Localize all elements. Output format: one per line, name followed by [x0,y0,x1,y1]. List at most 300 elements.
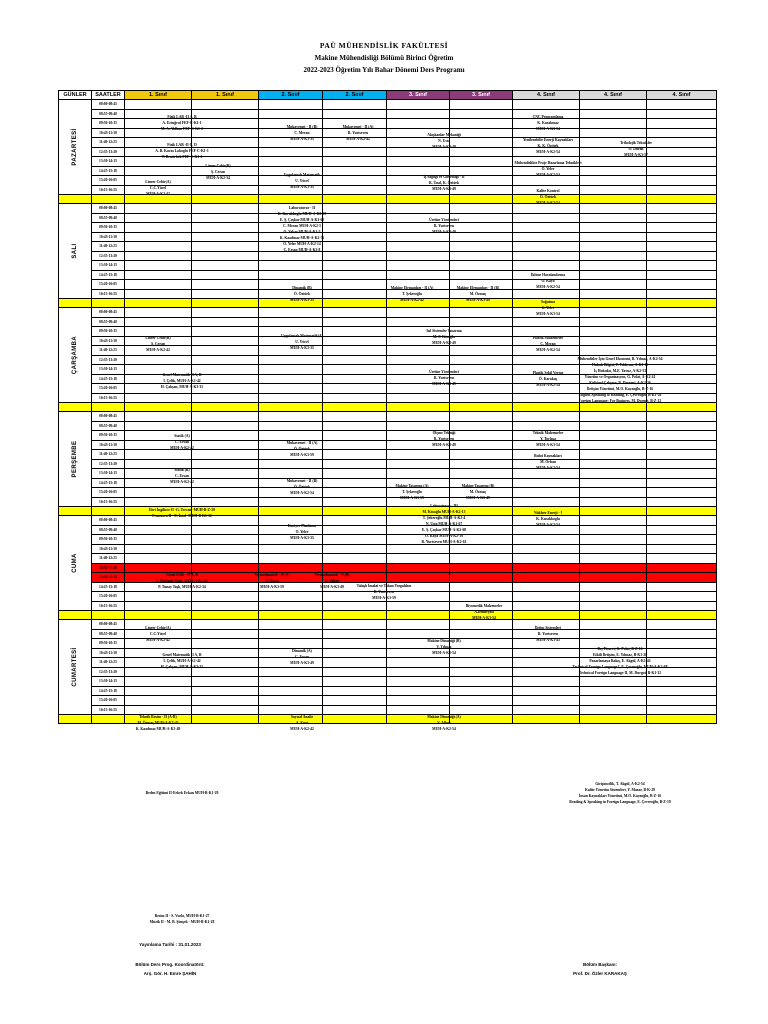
course-line: Yenilenebilir Enerji Kaynakları [523,138,573,142]
schedule-cell [125,213,192,223]
separator-cell [259,507,323,516]
course-line: V. Yılmaz [436,645,452,649]
course-line: K. K. Öztürk [537,144,559,148]
schedule-cell [259,620,323,630]
schedule-cell [259,270,323,280]
schedule-cell [647,535,717,545]
schedule-cell [125,261,192,271]
schedule-cell [580,223,647,233]
course-line: T. Demirbek FEF-C-K1-2 [161,155,203,159]
course-entry [488,453,608,471]
course-line: Dinamik (B) [292,286,312,290]
separator-cell [192,611,259,620]
course-entry [384,430,504,448]
schedule-cell [450,696,513,706]
schedule-cell [192,308,259,318]
course-line: MUH-A-K3-49 [466,298,490,302]
schedule-cell [125,686,192,696]
course-entry [488,510,608,528]
schedule-cell [580,554,647,564]
schedule-cell [125,355,192,365]
course-line: Akışkanlar Mekaniği [427,133,461,137]
separator-cell [513,715,580,724]
schedule-cell [647,280,717,290]
schedule-cell [580,497,647,507]
separator-cell [59,715,92,724]
schedule-cell [647,544,717,554]
schedule-cell [323,157,387,167]
schedule-cell [323,100,387,110]
course-entry [488,114,608,132]
course-line: Makine Tasarımı (B) [461,484,495,488]
time-slot: 12:35-13:20 [92,251,125,261]
schedule-cell [125,223,192,233]
course-line: O. Yeler [541,167,555,171]
course-line: İ. Çelik, MUH-A-K1-42 [163,659,201,663]
time-slot: 15:20-16:05 [92,176,125,186]
schedule-cell [647,677,717,687]
course-line: MUH-A-K2-54 [432,727,456,731]
time-slot: 08:00-08:45 [92,516,125,526]
schedule-cell [125,100,192,110]
schedule-cell [125,270,192,280]
separator-cell [259,195,323,204]
course-line: Soğutma [541,300,555,304]
course-entry [242,440,362,458]
course-entry [560,356,680,404]
course-entry [242,523,362,541]
course-line: İş Sağlığı ve Güvenliği - II [423,175,465,179]
schedule-cell [323,393,387,403]
schedule-cell [259,696,323,706]
schedule-cell [450,544,513,554]
schedule-cell [513,582,580,592]
schedule-cell [259,459,323,469]
schedule-cell [647,582,717,592]
schedule-cell [323,639,387,649]
course-line: MUH-A-K3-59 [372,596,396,600]
schedule-cell [323,469,387,479]
course-line: Kalite Kontrol [536,189,560,193]
course-line: Genel Matematik II A, B [162,653,202,657]
schedule-cell [387,346,450,356]
schedule-cell [513,261,580,271]
schedule-cell [647,251,717,261]
course-line: MUH-A-K2-42 [290,727,314,731]
schedule-cell [513,223,580,233]
course-line: R. Yurtseven [433,376,455,380]
schedule-cell [259,601,323,611]
time-row [59,261,717,271]
course-line: Girişimcilik, T. Akgül, A-K2-54 [595,782,645,786]
course-line: Resim II - S. Vurla, MUH-B-K1-27 [154,914,210,918]
course-line: MUH-A-K2-42 [146,348,170,352]
time-slot: 14:25-15:10 [92,686,125,696]
schedule-cell [647,573,717,583]
schedule-cell [647,620,717,630]
schedule-cell [580,582,647,592]
schedule-cell [647,109,717,119]
class-header: 3. Sınıf [387,91,450,100]
course-line: Y. Torlaşa [540,437,556,441]
schedule-cell [259,412,323,422]
separator-cell [59,507,92,516]
course-line: İş Hukuku, M.E. Yavuz, A-K2-53 [593,369,647,373]
schedule-cell [125,204,192,214]
schedule-cell [450,677,513,687]
course-line: T. Şekeroğlu [402,490,422,494]
separator-cell [192,403,259,412]
time-slot: 15:20-16:05 [92,696,125,706]
schedule-cell [125,535,192,545]
time-slot: 10:45-11:30 [92,648,125,658]
schedule-cell [580,213,647,223]
time-slot: 10:45-11:30 [92,544,125,554]
course-line: MUH-A-K3-57 [624,153,648,157]
schedule-cell [323,620,387,630]
course-entry [384,132,504,150]
schedule-cell [647,204,717,214]
schedule-cell [647,213,717,223]
schedule-cell [387,100,450,110]
course-line: MUH-A-K3-49 [432,145,456,149]
course-line: Teknik Malzemeler [532,431,564,435]
course-line: CNC Programlama [532,115,564,119]
time-slot: 16:15-16:55 [92,185,125,195]
time-row [59,270,717,280]
course-line: Fizik LAB -II C, D [167,143,197,147]
course-line: K. Kaadmaz MUH-A-K2-76 [279,236,325,240]
course-line: MUH-A-K2-42 [170,480,194,484]
schedule-cell [647,176,717,186]
course-line: MUH-A-K3-54 [536,443,560,447]
schedule-cell [513,592,580,602]
course-line: İletim Sistemleri [534,626,562,630]
day-label [59,204,92,299]
schedule-cell [513,251,580,261]
schedule-cell [647,629,717,639]
course-line: Dış Ticaret, G. Polat, B-Z-16 [597,647,643,651]
schedule-cell [647,601,717,611]
course-entry [560,781,680,805]
class-header: 1. Sınıf [192,91,259,100]
course-entry [560,646,680,676]
course-line: MUH-A-K3-35 [290,536,314,540]
course-line: Teknik Resim - II (A-B) [139,715,177,719]
course-entry [242,648,362,666]
schedule-cell [647,128,717,138]
schedule-cell [192,100,259,110]
schedule-cell [580,488,647,498]
schedule-cell [192,497,259,507]
day-name: PERŞEMBE [72,440,78,478]
schedule-cell [125,544,192,554]
schedule-cell [323,261,387,271]
course-line: R. Yurtseven [347,131,369,135]
course-line: R. Yurtseven [433,437,455,441]
schedule-cell [580,478,647,488]
course-entry [242,478,362,496]
schedule-cell [647,223,717,233]
schedule-cell [387,677,450,687]
course-line: MUH-A-K3-59 [290,453,314,457]
course-line: Makine Elemanları - II (A) [390,286,434,290]
course-line: M. A. Aldkan FEF-C-K1-2 [161,127,203,131]
schedule-cell [323,317,387,327]
course-line: Mukavemet - II (B) [286,479,318,483]
schedule-cell [513,686,580,696]
course-line: MUH-A-K2-54 [536,285,560,289]
course-entry [98,179,218,197]
course-line: C. Ersan [175,474,189,478]
course-line: K. Karakmaz [537,121,559,125]
course-line: H. Çalışan, MUH-A-K3-35 [160,385,204,389]
course-line: G. Yeler [541,306,555,310]
time-slot: 08:55-09:40 [92,109,125,119]
schedule-cell [647,705,717,715]
course-line: R. Yurtseven [373,590,395,594]
schedule-cell [647,336,717,346]
time-slot: 11:40-12:25 [92,658,125,668]
time-row [59,544,717,554]
course-line: Hukuk Bilgisi, Y. Yıldırım, A-K1-11 [591,363,649,367]
schedule-cell [647,242,717,252]
schedule-cell [323,696,387,706]
course-line: R. Yurtseven [537,632,559,636]
course-line: C. Ersan MUH-A-K2-8 [283,248,321,252]
course-line: K. Karakkoglu MUH-A-K3-59 [277,212,327,216]
schedule-cell [259,469,323,479]
schedule-cell [125,421,192,431]
schedule-cell [647,289,717,299]
schedule-cell [513,573,580,583]
head-name: Prof. Dr. Özler KARAKAŞ [573,971,627,976]
schedule-cell [647,459,717,469]
course-line: O. Yeler [295,530,309,534]
time-row [59,100,717,110]
schedule-cell [125,554,192,564]
course-line: A. Kurt [295,721,309,725]
course-line: Ölçme Tekniği [432,431,456,435]
course-line: Fransızca II - E. İmal -MUH-B-K1-32 [152,514,212,518]
separator-cell [647,299,717,308]
course-line: MUH-A-K3-49 [320,585,344,589]
day-name: ÇARŞAMBA [72,335,78,375]
schedule-cell [259,629,323,639]
course-entry [122,114,242,132]
schedule-cell [387,242,450,252]
schedule-cell [513,544,580,554]
separator-cell [92,507,125,516]
course-line: Uygulamalı Matematik(A) [281,334,323,338]
course-line: Reading & Speaking in Foreign Language, E. Çevreoğlu, B-Z-19 [569,800,671,804]
separator-cell [323,403,387,412]
course-line: Lineer Cebir(B) [145,336,171,340]
schedule-cell [647,327,717,337]
schedule-cell [647,497,717,507]
class-header: 3. Sınıf [450,91,513,100]
schedule-cell [513,677,580,687]
schedule-cell [450,412,513,422]
course-line: MUH-A-K2-54 [536,466,560,470]
schedule-cell [387,658,450,668]
course-line: K. Karakkoglu [536,517,560,521]
course-line: U. Yücel [295,340,309,344]
time-slot: 12:35-13:20 [92,147,125,157]
header-row [59,91,717,100]
course-line: MUH-A-K3-35 [290,346,314,350]
day-label [59,516,92,611]
time-slot: 14:25-15:10 [92,166,125,176]
course-line: R. Ünal, K. Öztürk [428,181,460,185]
time-slot: 10:45-11:30 [92,440,125,450]
schedule-cell [323,365,387,375]
class-header: 1. Sınıf [125,91,192,100]
course-line: Plastik Şekil Verme [532,371,564,375]
schedule-cell [387,317,450,327]
schedule-cell [580,677,647,687]
separator-cell [92,611,125,620]
schedule-cell [647,686,717,696]
course-line: MUH-A-K3-35 [290,298,314,302]
schedule-cell [580,261,647,271]
course-line: M. F. Kösoğlu [433,335,455,339]
schedule-cell [580,544,647,554]
course-entry [242,333,362,351]
separator-cell [387,195,450,204]
course-line: MUH-A-K3-35 [290,137,314,141]
time-slot: 08:00-08:45 [92,620,125,630]
department-title: Makine Mühendisliği Bölümü Birinci Öğretim [314,54,454,62]
day-label [59,100,92,195]
course-line: Kültürel Çalışma, N. Devrent, A-K2-36 [589,381,651,385]
schedule-cell [125,393,192,403]
course-line: N. Usta MUH-A-K1-67 [425,522,463,526]
course-line: MUH-A-K2-54 [536,173,560,177]
schedule-cell [647,563,717,573]
course-entry [122,372,242,390]
course-line: M. Özmaç [469,292,487,296]
schedule-cell [387,469,450,479]
course-line: Ş. Ceran [151,342,165,346]
day-name: CUMA [72,553,78,573]
separator-cell [125,299,192,308]
schedule-cell [647,308,717,318]
time-slot: 16:15-16:55 [92,601,125,611]
course-line: Makine Dinamiği (B) [427,639,461,643]
course-line: Mühendislikte Proje Hazırlama Teknikleri [514,161,582,165]
course-entry [122,142,242,160]
separator-cell [647,611,717,620]
schedule-cell [387,573,450,583]
course-line: Bulut Kaynakları [534,454,562,458]
time-row [59,601,717,611]
schedule-cell [323,421,387,431]
schedule-cell [647,696,717,706]
schedule-cell [513,100,580,110]
course-line: Laboratuvar - II [288,206,316,210]
course-line: Statik (A) [174,434,190,438]
schedule-cell [192,686,259,696]
schedule-cell [647,100,717,110]
schedule-cell [125,289,192,299]
time-slot: 11:40-12:25 [92,138,125,148]
time-row [59,412,717,422]
time-slot: 11:40-12:25 [92,346,125,356]
course-entry [384,503,504,545]
time-slot: 14:25-15:10 [92,478,125,488]
course-entry [122,433,242,451]
schedule-cell [647,317,717,327]
schedule-cell [513,563,580,573]
schedule-cell [387,563,450,573]
course-line: MUH-A-K2-54 [536,348,560,352]
schedule-cell [125,280,192,290]
coordinator-block [120,960,220,978]
course-line: N. Usta [438,139,450,143]
schedule-cell [323,412,387,422]
schedule-cell [387,204,450,214]
course-line: MUH-A-K3-54 [536,201,560,205]
schedule-cell [323,554,387,564]
day-label [59,620,92,715]
schedule-cell [647,346,717,356]
schedule-cell [259,365,323,375]
time-slot: 08:55-09:40 [92,525,125,535]
course-entry [242,285,362,303]
schedule-cell [192,592,259,602]
schedule-cell [323,147,387,157]
course-line: Technical Foreign Language II, M. Durgut, B-K1-32 [578,671,662,675]
course-line: U. Yücel [295,179,309,183]
course-line: C.C.Yücel [149,632,167,636]
course-line: Ş. Özdemir Kart, MUH-A-K1-42 [156,579,208,583]
course-line: Ö. Öztürk [293,485,311,489]
course-entry [122,913,242,925]
course-line: İ. Çelik, MUH-A-K1-42 [163,379,201,383]
schedule-cell [323,384,387,394]
course-line: MUH-A-K3-54 [536,127,560,131]
separator-cell [125,611,192,620]
schedule-cell [580,563,647,573]
schedule-cell [580,686,647,696]
separator-cell [59,299,92,308]
time-slot: 11:40-12:25 [92,554,125,564]
course-line: Makine Elemanları - II (B) [456,286,500,290]
schedule-cell [387,157,450,167]
time-slot: 13:30-14:15 [92,261,125,271]
course-line: Lineer Cebir(A) [145,180,171,184]
course-entry [98,625,218,643]
schedule-cell [192,355,259,365]
separator-cell [59,403,92,412]
course-line: Etkili İletişim, E. Yılmaz, B-K1-28 [592,653,648,657]
schedule-cell [513,232,580,242]
course-line: Uygulamalı Matematik [283,173,321,177]
schedule-cell [323,544,387,554]
schedule-cell [450,554,513,564]
schedule-cell [647,412,717,422]
separator-cell [59,195,92,204]
time-slot: 08:00-08:45 [92,412,125,422]
schedule-cell [259,384,323,394]
course-line: Plastik Malzemeler [532,336,564,340]
time-row [59,317,717,327]
course-line: Üretim Yöntemleri [429,218,459,222]
schedule-cell [125,592,192,602]
course-line: V. Albon [437,721,451,725]
schedule-cell [259,100,323,110]
